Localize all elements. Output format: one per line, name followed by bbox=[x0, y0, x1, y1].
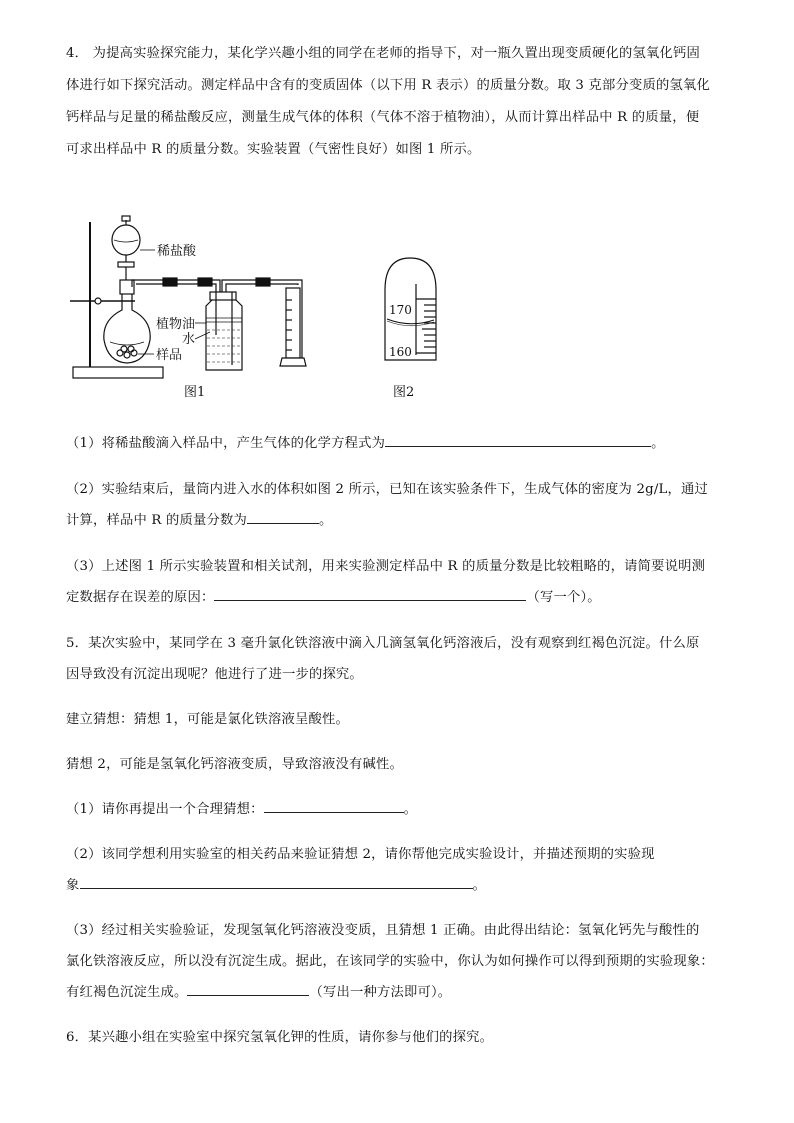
q4-line-3: 钙样品与足量的稀盐酸反应，测量生成气体的体积（气体不溶于植物油），从而计算出样品中 R 的质量，便 bbox=[66, 110, 700, 125]
q5-line-2: 因导致没有沉淀出现呢？他进行了进一步的探究。 bbox=[66, 667, 363, 682]
label-dilute-hcl: 稀盐酸 bbox=[157, 244, 197, 259]
answer-blank-experiment[interactable] bbox=[80, 874, 473, 889]
gas-collection-bottle bbox=[206, 292, 242, 370]
measuring-cylinder bbox=[280, 285, 306, 366]
q5-sub3-line3: 有红褐色沉淀生成。 （写出一种方法即可）。 bbox=[66, 977, 736, 1009]
q5-guess-2: 猜想 2，可能是氢氧化钙溶液变质，导致溶液没有碱性。 bbox=[66, 757, 404, 772]
q5-guess-1: 建立猜想：猜想 1，可能是氯化铁溶液呈酸性。 bbox=[66, 712, 350, 727]
q4-line-1: 4． 为提高实验探究能力，某化学兴趣小组的同学在老师的指导下，对一瓶久置出现变质硬化的氢氧化钙固 bbox=[66, 46, 700, 61]
q5-sub3-line2: 氯化铁溶液反应，所以没有沉淀生成。据此，在该同学的实验中，你认为如何操作可以得到预期的实验现象： bbox=[66, 954, 714, 969]
figure-1-caption: 图1 bbox=[184, 385, 206, 400]
q5-sub2-line1: （2）该同学想利用实验室的相关药品来验证猜想 2，请你帮他完成实验设计，并描述预期的实验现 bbox=[66, 847, 655, 862]
label-water: 水 bbox=[182, 332, 196, 347]
q5-sub2-line2: 象 。 bbox=[66, 870, 736, 902]
q5-sub3-line1: （3）经过相关实验验证，发现氢氧化钙溶液没变质，且猜想 1 正确。由此得出结论：氢氧化钙先与酸性的 bbox=[66, 923, 700, 938]
q4-sub1: （1）将稀盐酸滴入样品中，产生气体的化学方程式为 。 bbox=[66, 428, 736, 460]
q4-line-4: 可求出样品中 R 的质量分数。实验装置（气密性良好）如图 1 所示。 bbox=[66, 142, 481, 157]
figure-2-caption: 图2 bbox=[393, 385, 415, 400]
q4-line-2: 体进行如下探究活动。测定样品中含有的变质固体（以下用 R 表示）的质量分数。取 3 克部分变质的氢氧化 bbox=[66, 78, 710, 93]
q4-sub3-line1: （3）上述图 1 所示实验装置和相关试剂，用来实验测定样品中 R 的质量分数是比较粗略的，请简要说明测 bbox=[66, 559, 706, 574]
tick-170: 170 bbox=[389, 303, 412, 317]
q4-sub3-line2: 定数据存在误差的原因： （写一个）。 bbox=[66, 582, 736, 614]
apparatus-figures bbox=[60, 210, 480, 410]
answer-blank-error-reason[interactable] bbox=[214, 586, 526, 601]
q4-sub2-line1: （2）实验结束后，量筒内进入水的体积如图 2 所示，已知在该实验条件下，生成气体的密度为 2g/L，通过 bbox=[66, 482, 709, 497]
answer-blank-guess[interactable] bbox=[264, 798, 404, 813]
tick-160: 160 bbox=[389, 345, 412, 359]
label-vegetable-oil: 植物油 bbox=[156, 317, 196, 332]
q5-line-1: 5．某次实验中，某同学在 3 毫升氯化铁溶液中滴入几滴氢氧化钙溶液后，没有观察到红褐色沉淀。什么原 bbox=[66, 636, 700, 651]
delivery-tube bbox=[132, 278, 302, 292]
conical-flask bbox=[104, 280, 150, 363]
q5-sub1: （1）请你再提出一个合理猜想： 。 bbox=[66, 794, 736, 826]
answer-blank-mass-fraction[interactable] bbox=[247, 509, 319, 524]
q4-sub2-line2: 计算，样品中 R 的质量分数为 。 bbox=[66, 505, 736, 537]
answer-blank-equation[interactable] bbox=[385, 432, 651, 447]
label-sample: 样品 bbox=[156, 348, 183, 363]
q6-line-1: 6．某兴趣小组在实验室中探究氢氧化钾的性质，请你参与他们的探究。 bbox=[66, 1030, 494, 1045]
answer-blank-method[interactable] bbox=[187, 981, 309, 996]
separatory-funnel bbox=[112, 216, 140, 280]
